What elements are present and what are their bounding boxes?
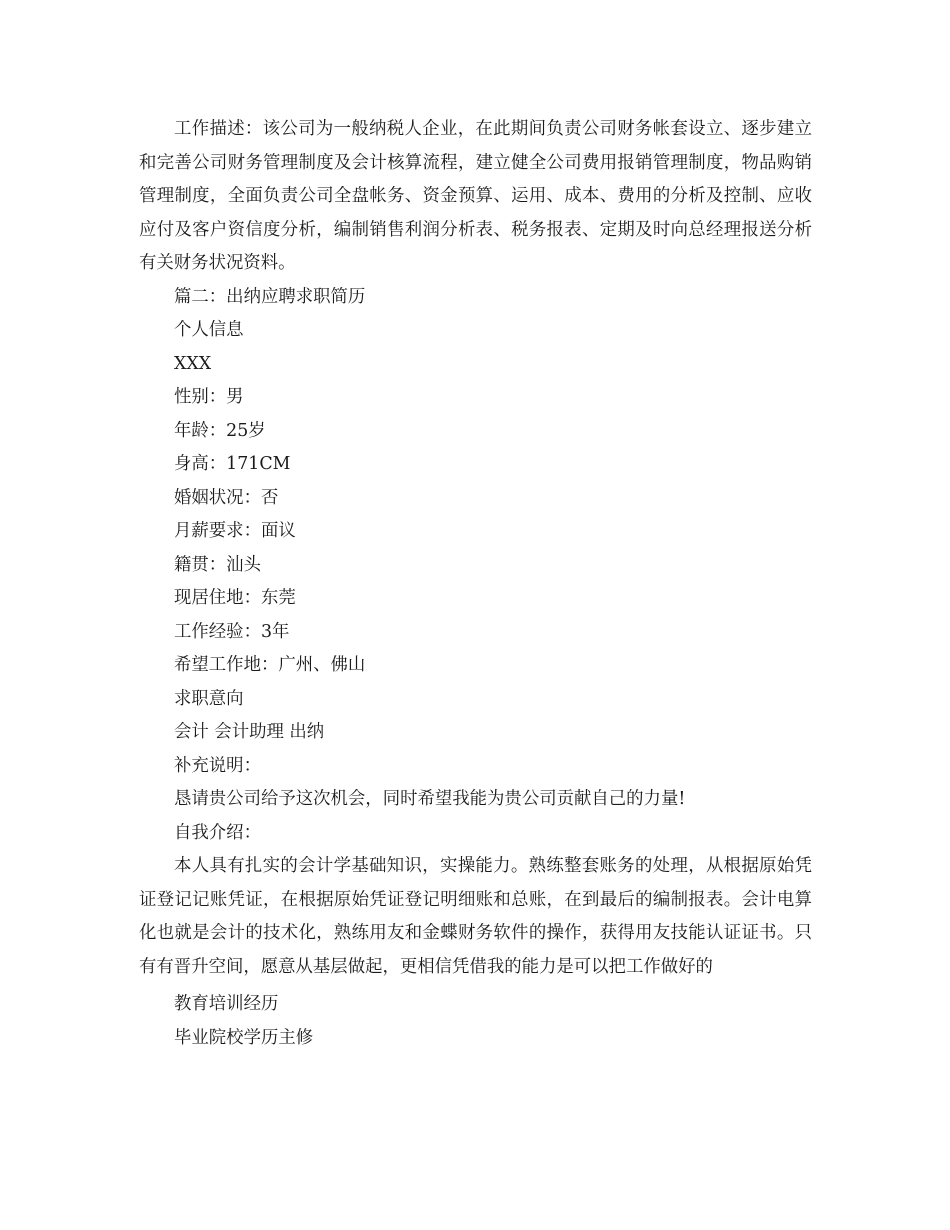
height-line: 身高：171CM <box>174 454 291 474</box>
supplement-heading: 补充说明： <box>174 755 261 776</box>
work-experience-line: 工作经验：3年 <box>174 621 290 642</box>
name-line: XXX <box>174 353 212 374</box>
self-intro-paragraph: 本人具有扎实的会计学基础知识，实操能力。熟练整套账务的处理，从根据原始凭证登记记账凭证，在根据原始凭证登记明细账和总账，在到最后的编制报表。会计电算化也就是会计的技术化，熟练用友和金蝶财务软件的操作，获得用友技能认证证书。只有有晋升空间，愿意从基层做起，更相信凭借我的能力是可以把工作做好的 <box>139 856 812 977</box>
education-columns-line: 毕业院校学历主修 <box>174 1027 314 1048</box>
marital-status-line: 婚姻状况：否 <box>174 487 279 508</box>
native-place-line: 籍贯：汕头 <box>174 554 261 575</box>
age-line: 年龄：25岁 <box>174 420 266 441</box>
self-intro-heading: 自我介绍： <box>174 822 261 843</box>
current-residence-line: 现居住地：东莞 <box>174 588 296 608</box>
personal-info-heading: 个人信息 <box>174 320 244 340</box>
salary-expectation-line: 月薪要求：面议 <box>174 521 296 541</box>
gender-line: 性别：男 <box>174 387 244 407</box>
work-description-paragraph: 工作描述：该公司为一般纳税人企业，在此期间负责公司财务帐套设立、逐步建立和完善公司财务管理制度及会计核算流程，建立健全公司费用报销管理制度，物品购销管理制度，全面负责公司全盘帐务、资金预算、运用、成本、费用的分析及控制、应收应付及客户资信度分析，编制销售利润分析表、税务报表、定期及时向总经理报送分析有关财务状况资料。 <box>139 119 812 273</box>
education-heading: 教育培训经历 <box>174 994 279 1014</box>
document-page <box>139 113 812 1055</box>
desired-location-line: 希望工作地：广州、佛山 <box>174 655 366 675</box>
job-intention-heading: 求职意向 <box>174 688 244 709</box>
job-intention-line: 会计 会计助理 出纳 <box>174 722 325 742</box>
section-title: 篇二：出纳应聘求职简历 <box>174 286 366 307</box>
supplement-text: 恳请贵公司给予这次机会，同时希望我能为贵公司贡献自己的力量! <box>174 789 686 809</box>
